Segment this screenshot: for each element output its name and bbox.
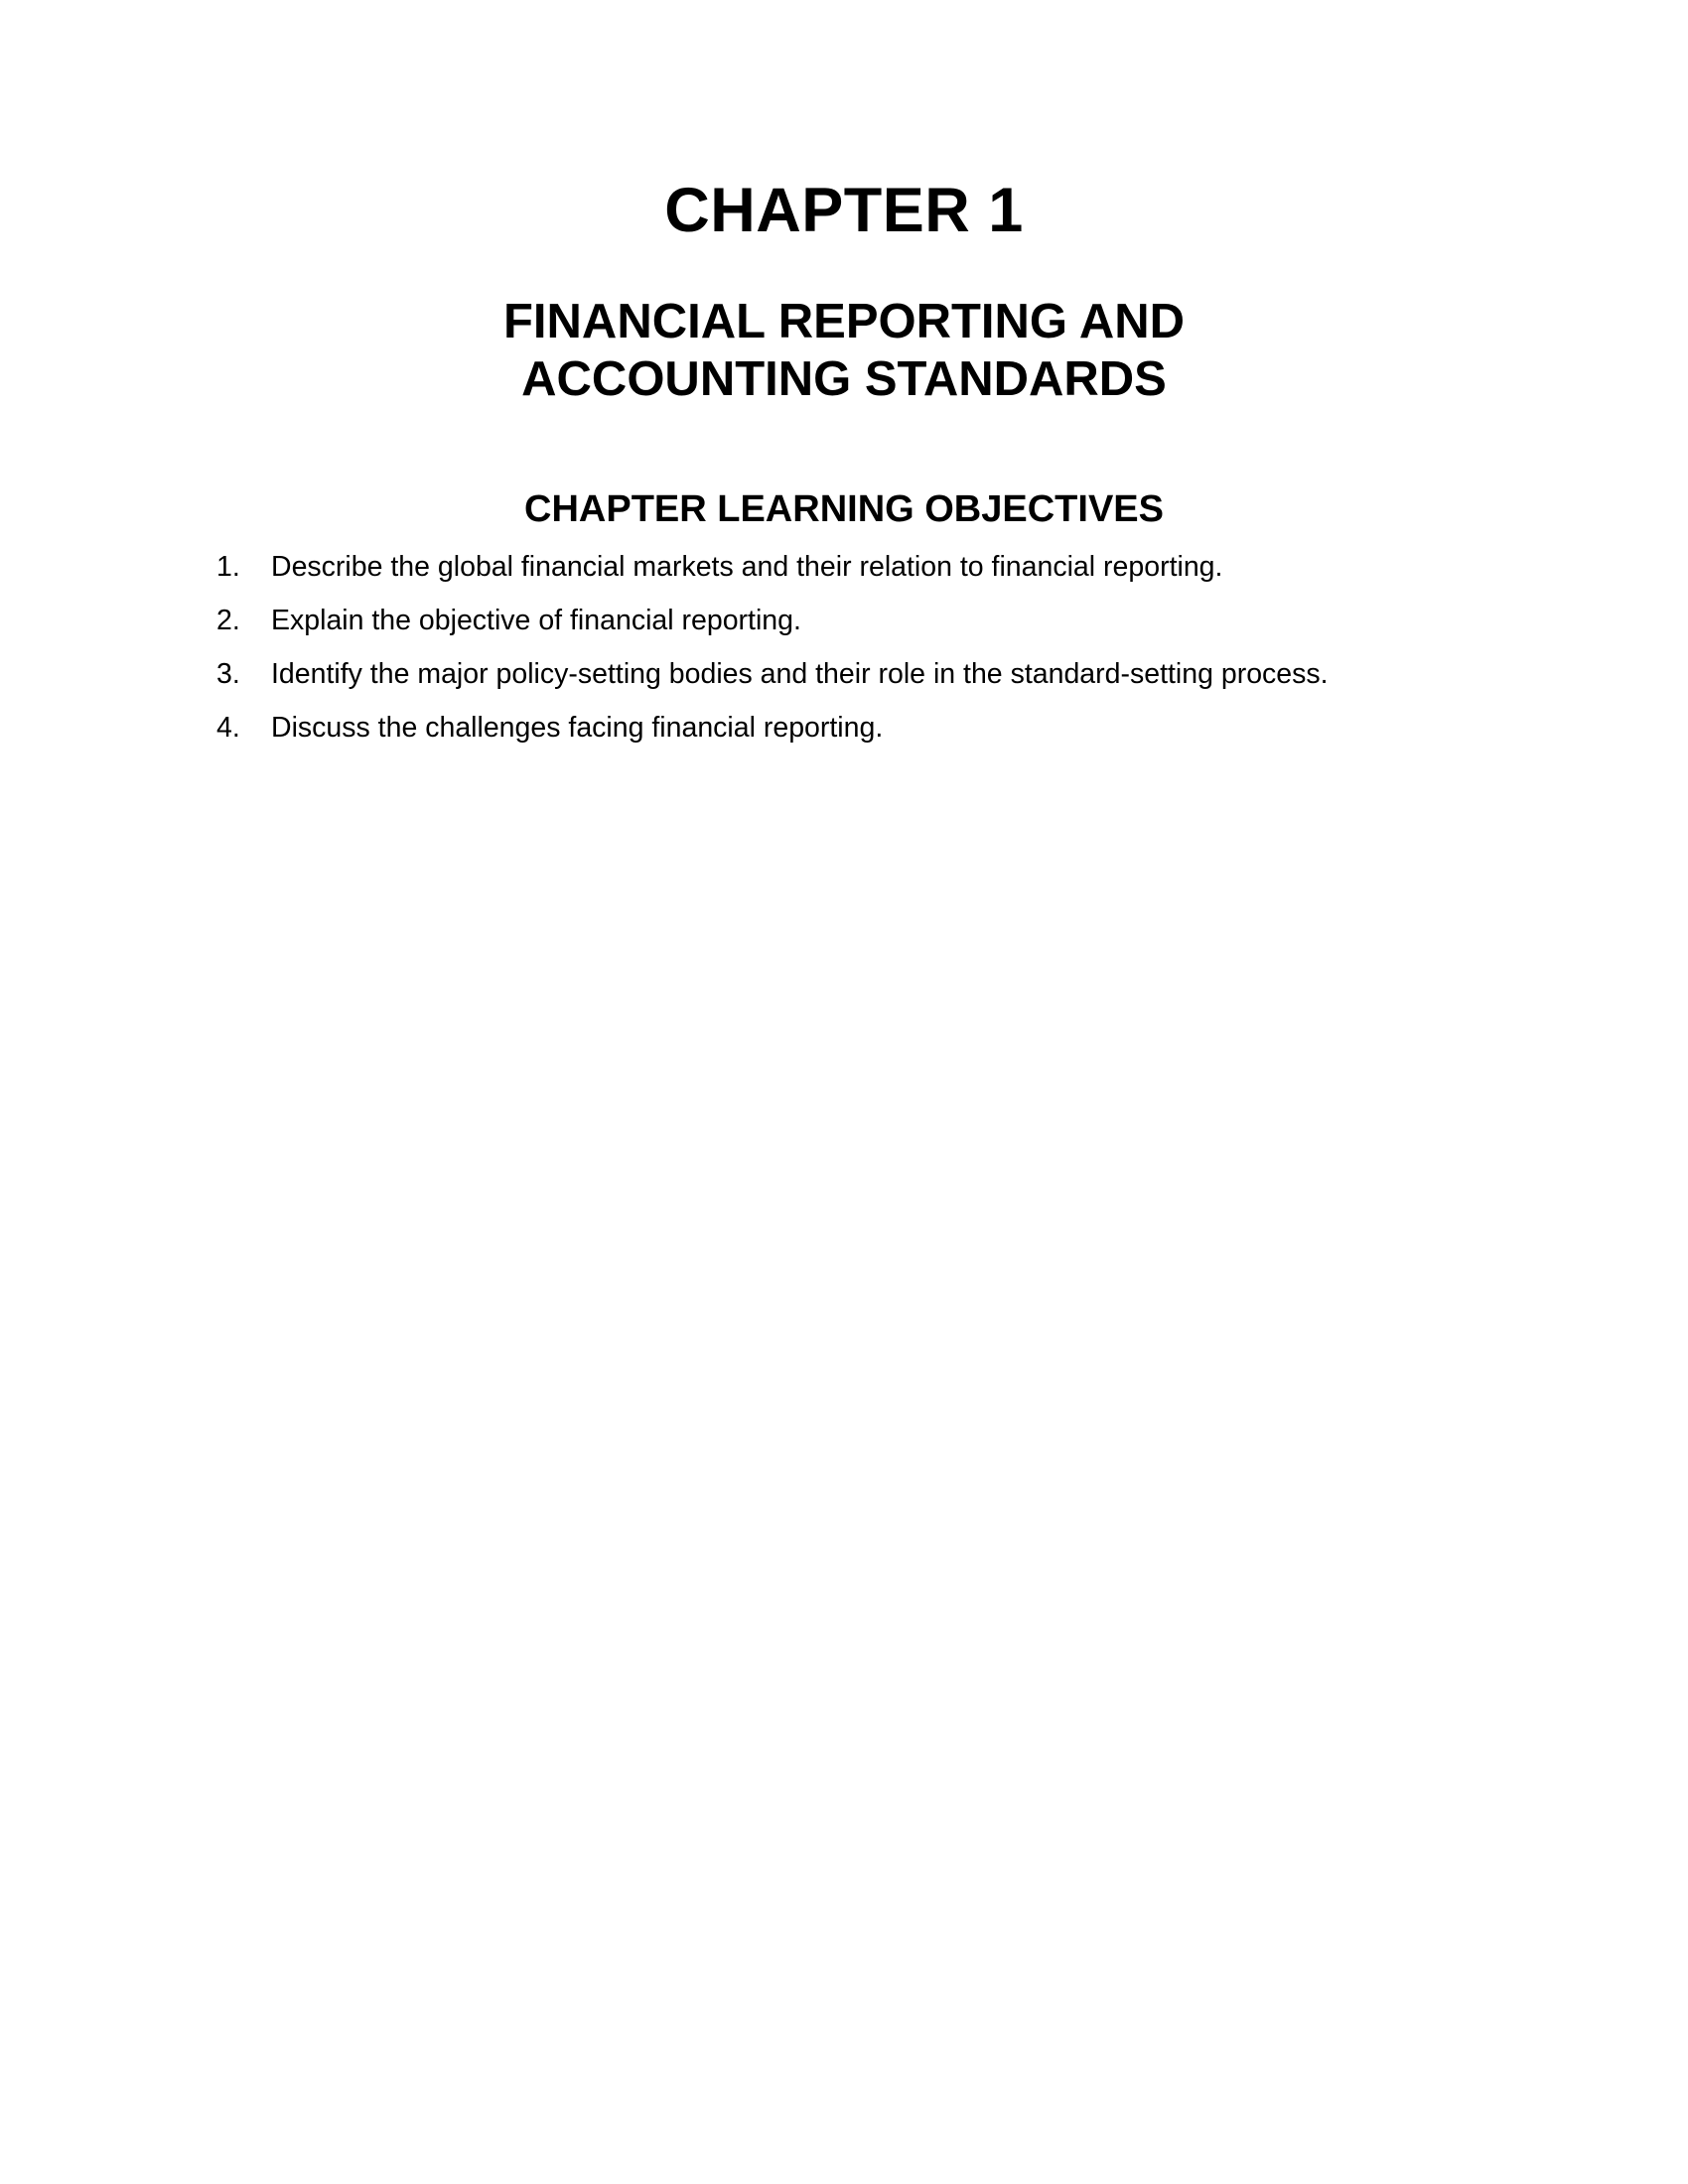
chapter-title (0, 293, 1688, 408)
objective-number: 2. (216, 605, 240, 636)
chapter-title-line-2: ACCOUNTING STANDARDS (521, 352, 1167, 406)
objective-item (0, 601, 1688, 654)
objective-number: 1. (216, 551, 240, 583)
chapter-number: CHAPTER 1 (664, 176, 1024, 245)
objective-item (0, 708, 1688, 761)
objectives-heading: CHAPTER LEARNING OBJECTIVES (524, 488, 1164, 530)
objective-text: Explain the objective of financial reporting. (271, 605, 801, 636)
objective-item (0, 547, 1688, 601)
objective-text: Identify the major policy-setting bodies and their role in the standard-setting process. (271, 658, 1329, 690)
chapter-title-line-1: FINANCIAL REPORTING AND (503, 295, 1185, 348)
objective-number: 4. (216, 712, 240, 744)
objective-text: Describe the global financial markets and their relation to financial reporting. (271, 551, 1223, 583)
objective-text: Discuss the challenges facing financial reporting. (271, 712, 884, 744)
objectives-list (0, 547, 1688, 761)
objective-item (0, 654, 1688, 708)
objective-number: 3. (216, 658, 240, 690)
